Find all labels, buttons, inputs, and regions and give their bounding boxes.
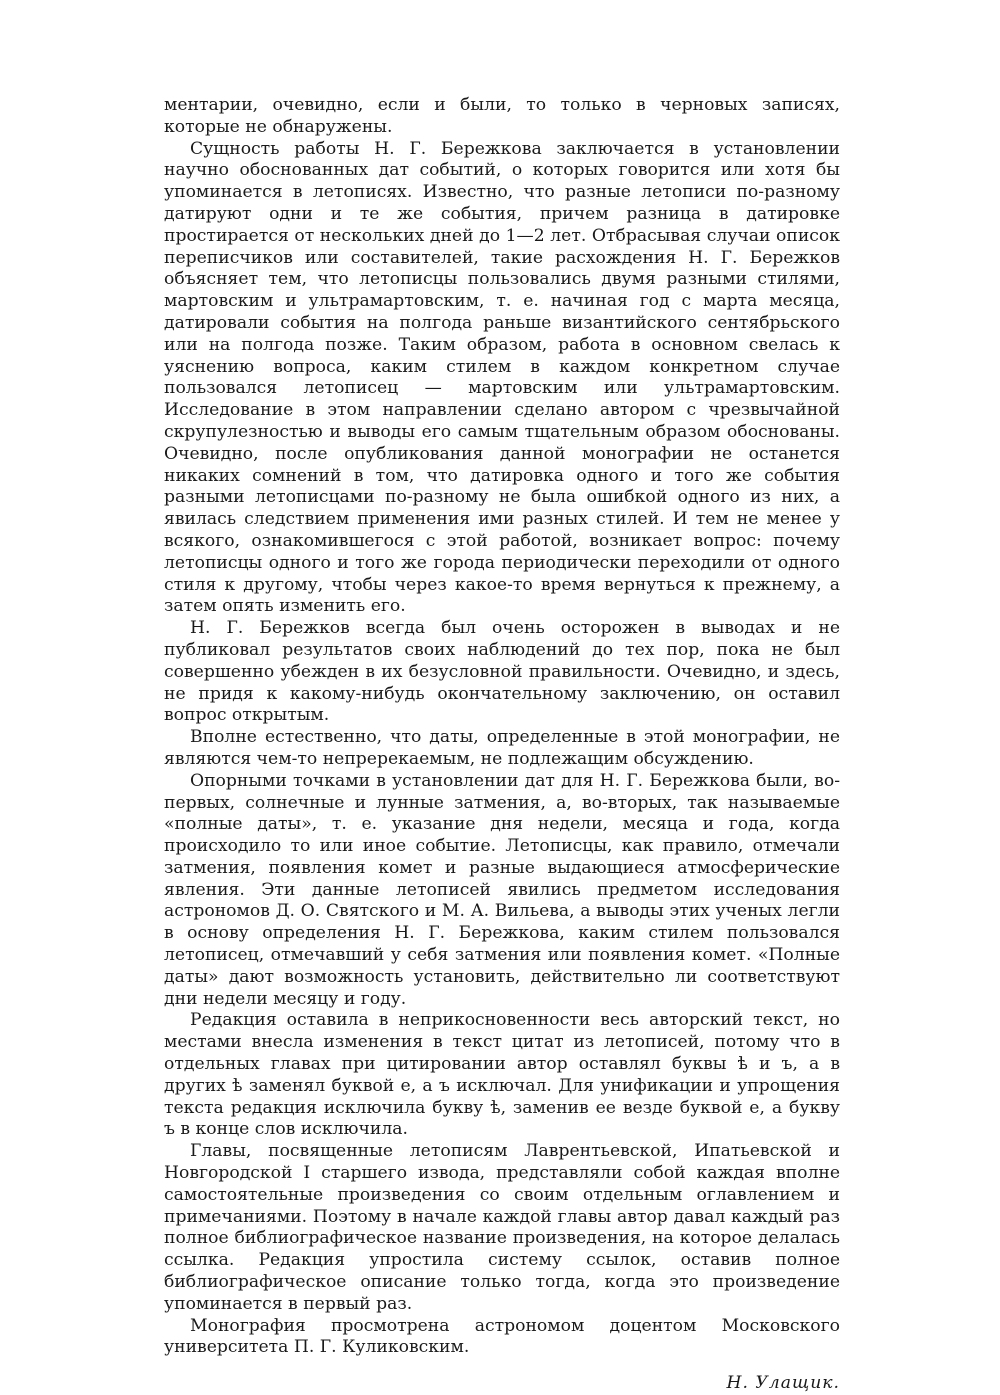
document-page xyxy=(164,95,840,1395)
paragraph-editorial-changes: Редакция оставила в неприкосновенности весь авторский текст, но местами внесла изменения в текст цитат из летописей, потому что в отдельных главах при цитировании автор оставлял буквы ѣ и ъ, а в других ѣ заменял буквой е, а ъ исключал. Для унификации и упрощения текста редакция исключила букву ѣ, заменив ее везде буквой е, а букву ъ в конце слов исключила. xyxy=(164,1010,840,1140)
paragraph-author-caution: Н. Г. Бережков всегда был очень осторожен в выводах и не публиковал результатов своих наблюдений до тех пор, пока не был совершенно убежден в их безусловной правильности. Очевидно, и здесь, не придя к какому-нибудь окончательному заключению, он оставил вопрос открытым. xyxy=(164,618,840,726)
paragraph-reviewer: Монография просмотрена астрономом доцентом Московского университета П. Г. Куликовским. xyxy=(164,1315,840,1358)
paragraph-essence-of-work: Сущность работы Н. Г. Бережкова заключается в установлении научно обоснованных дат событий, о которых говорится или хотя бы упоминается в летописях. Известно, что разные летописи по-разному датируют одни и те же события, причем разница в датировке простирается от нескольких дней до 1—2 лет. Отбрасывая случаи описок переписчиков или составителей, такие расхождения Н. Г. Бережков объясняет тем, что летописцы пользовались двумя разными стилями, мартовским и ультрамартовским, т. е. начиная год с марта месяца, датировали события на полгода раньше византийского сентябрьского или на полгода позже. Таким образом, работа в основном свелась к уяснению вопроса, каким стилем в каждом конкретном случае пользовался летописец — мартовским или ультрамартовским. Исследование в этом направлении сделано автором с чрезвычайной скрупулезностью и выводы его самым тщательным образом обоснованы. Очевидно, после опубликования данной монографии не останется никаких сомнений в том, что датировка одного и того же события разными летописцами по-разному не была ошибкой одного из них, а явилась следствием применения ими разных стилей. И тем не менее у всякого, ознакомившегося с этой работой, возникает вопрос: почему летописцы одного и того же города периодически переходили от одного стиля к другому, чтобы через какое-то время вернуться к прежнему, а затем опять изменить его. xyxy=(164,138,840,617)
paragraph-chapters-references: Главы, посвященные летописям Лаврентьевской, Ипатьевской и Новгородской I старшего извода, представляли собой каждая вполне самостоятельные произведения со своим отдельным оглавлением и примечаниями. Поэтому в начале каждой главы автор давал каждый раз полное библиографическое название произведения, на которое делалась ссылка. Редакция упростила систему ссылок, оставив полное библиографическое описание только тогда, когда это произведение упоминается в первый раз. xyxy=(164,1141,840,1314)
paragraph-dates-not-final: Вполне естественно, что даты, определенные в этой монографии, не являются чем-то непререкаемым, не подлежащим обсуждению. xyxy=(164,727,840,769)
paragraph-reference-points: Опорными точками в установлении дат для Н. Г. Бережкова были, во-первых, солнечные и лунные затмения, а, во-вторых, так называемые «полные даты», т. е. указание дня недели, месяца и года, когда происходило то или иное событие. Летописцы, как правило, отмечали затмения, появления комет и разные выдающиеся атмосферические явления. Эти данные летописей явились предметом исследования астрономов Д. О. Святского и М. А. Вильева, а выводы этих ученых легли в основу определения Н. Г. Бережкова, каким стилем пользовался летописец, отмечавший у себя затмения или появления комет. «Полные даты» дают возможность установить, действительно ли соответствуют дни недели месяцу и году. xyxy=(164,770,840,1009)
author-signature: Н. Улащик. xyxy=(726,1373,840,1394)
paragraph-commentary-continuation: ментарии, очевидно, если и были, то только в черновых записях, которые не обнаружены. xyxy=(164,95,840,137)
